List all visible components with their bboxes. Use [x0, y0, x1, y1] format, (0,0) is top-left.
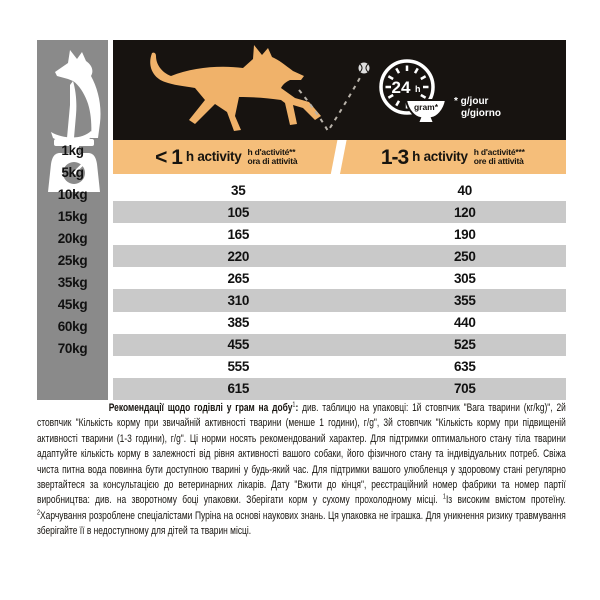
notes-footnote2: Харчування розроблене спеціалістами Пуріна на основі наукових знань. Ця упаковка не іграшка. Для уникнення ризику травмування зберігайте її в недоступному для дітей та тварин місці. [37, 509, 566, 538]
table-row [113, 312, 566, 334]
portion-value: 120 [453, 204, 476, 220]
weight-label: 5kg [61, 164, 84, 180]
activity-header-band [113, 140, 566, 174]
table-row [113, 334, 566, 356]
portion-value: 385 [227, 315, 250, 331]
portion-value: 305 [453, 270, 476, 286]
table-row [113, 223, 566, 245]
portion-value: 310 [227, 293, 250, 309]
table-row [113, 179, 566, 201]
table-row [113, 201, 566, 223]
table-row [113, 378, 566, 400]
bouncing-ball-icon [299, 63, 370, 132]
notes-lead: Рекомендації щодо годівлі у грам на добу [108, 402, 293, 414]
portion-value: 355 [453, 293, 476, 309]
activity-unit: h activity [185, 149, 242, 165]
table-row [113, 245, 566, 267]
svg-text:g/giorno: g/giorno [461, 108, 501, 119]
portion-value: 35 [231, 182, 246, 198]
header-illustration [113, 40, 566, 140]
activity-translations: h d'activité*** ore di attività [473, 146, 525, 166]
table-row [113, 267, 566, 289]
feeding-guide [37, 40, 566, 400]
portion-value: 455 [227, 337, 250, 353]
portion-value: 615 [227, 381, 250, 397]
column-header-high-activity [340, 140, 567, 174]
portion-value: 555 [227, 359, 250, 375]
portion-value: 105 [227, 204, 250, 220]
weight-label: 45kg [57, 297, 88, 313]
portion-value: 190 [453, 226, 476, 242]
portion-value: 40 [457, 182, 472, 198]
food-bowl-icon [406, 100, 446, 123]
clock-unit: h [415, 84, 421, 94]
portion-value: 265 [227, 270, 250, 286]
weight-label: 20kg [57, 230, 88, 246]
weight-label: 35kg [57, 275, 88, 291]
activity-range: 1-3 [380, 145, 409, 169]
table-row [113, 356, 566, 378]
bowl-label: gram* [413, 102, 439, 112]
notes-footnote1: Із високим вмістом протеїну. [445, 494, 566, 507]
activity-unit: h activity [412, 149, 468, 165]
weight-label: 25kg [57, 253, 88, 269]
activity-translations: h d'activité** ora di attività [247, 146, 298, 166]
weight-labels [37, 139, 108, 360]
portion-value: 250 [453, 248, 476, 264]
portion-value: 220 [227, 248, 250, 264]
table-area [113, 40, 566, 400]
notes-body: див. таблицю на упаковці: 1й стовпчик "Вага тварини (кг/kg)", 2й стовпчик "Кількість корму при звичайній активності тварини (менше 1 години), г/g", 3й стовпчик "Кількість корму при підвищеній активності тварини (1-3 години), г/g". Ці норми носять рекомендований характер. Для підтримки оптимального стану тіла тварини адаптуйте кількість корму в залежності від рівня активності вашого собаки, його фізичного стану та індивідуальних потреб. Свіжа чиста питна вода повинна бути доступною тварині у будь-який час. Для підтримки вашого улюбленця у здоровому стані регулярно звертайтеся за консультацією до ветеринарних лікарів. Дату "Вжити до кінця", реєстраційний номер фабрики та номер партії виробництва: див. на зворотному боці упаковки. Зберігати корм у сухому прохолодному місці. [37, 402, 566, 507]
table-row [113, 289, 566, 311]
running-dog-icon [150, 45, 321, 131]
column-header-low-activity [113, 140, 340, 174]
portion-value: 525 [453, 337, 476, 353]
weight-label: 70kg [57, 341, 88, 357]
weight-column [37, 40, 108, 400]
weight-label: 60kg [57, 319, 88, 335]
weight-label: 1kg [61, 142, 84, 158]
portion-value: 705 [453, 381, 476, 397]
svg-text:* g/jour: * g/jour [454, 96, 489, 107]
portion-value: 165 [227, 226, 250, 242]
weight-label: 10kg [57, 186, 88, 202]
unit-note [454, 96, 501, 119]
weight-label: 15kg [57, 208, 88, 224]
table-rows [113, 179, 566, 400]
activity-range: < 1 [155, 145, 182, 169]
feeding-notes: Рекомендації щодо годівлі у грам на добу$^1$: див. таблицю на упаковці: 1й стовпчик "Вага тварини (кг/kg)", 2й стовпчик "Кількість корму при звичайній активності тварини (менше 1 години), г/g", 3й стовпчик "Кількість корму при підвищеній активності тварини (1-3 години), г/g". Ці норми носять рекомендований характер. Для підтримки оптимального стану тіла тварини адаптуйте кількість корму в залежності від рівня активності вашого собаки, його фізичного стану та індивідуальних потреб. Свіжа чиста питна вода повинна бути доступною тварині у будь-який час. Для підтримки вашого улюбленця у здоровому стані регулярно звертайтеся за консультацією до ветеринарних лікарів. Дату "Вжити до кінця", реєстраційний номер фабрики та номер партії виробництва: див. на зворотному боці упаковки. Зберігати корм у сухому прохолодному місці. $^1$Із високим вмістом протеїну. $^2$Харчування розроблене спеціалістами Пуріна на основі наукових знань. Ця упаковка не іграшка. Для уникнення ризику травмування зберігайте її в недоступному для дітей та тварин місці. [37, 401, 566, 538]
clock-value: 24 [391, 78, 411, 97]
portion-value: 440 [453, 315, 476, 331]
portion-value: 635 [453, 359, 476, 375]
